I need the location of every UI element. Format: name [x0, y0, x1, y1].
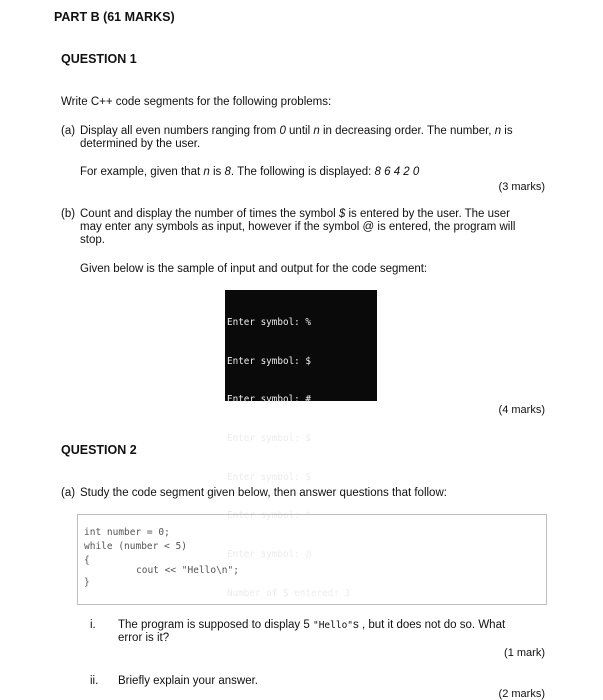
q1b-line2: may enter any symbols as input, however if the symbol @ is entered, the program will: [80, 221, 516, 233]
q2a-item1-line2: error is it?: [118, 632, 170, 644]
console-output: [225, 290, 377, 599]
q2a-item2-marks: (2 marks): [498, 688, 545, 700]
console-line: Number of $ entered: 3: [227, 587, 351, 599]
q1a-label: (a): [61, 125, 76, 137]
q1a-marks: (3 marks): [498, 181, 545, 193]
q1a-example: For example, given that n is 8. The following is displayed: 8 6 4 2 0: [80, 166, 420, 178]
q2a-text: Study the code segment given below, then answer questions that follow:: [80, 487, 447, 499]
q2a-item1-marks: (1 mark): [504, 647, 545, 659]
code-line: {: [84, 555, 90, 566]
console-line: Enter symbol: $: [227, 471, 311, 483]
console-line: Enter symbol: @: [227, 549, 311, 561]
q1a-line2: determined by the user.: [80, 138, 201, 150]
console-line: Enter symbol: %: [227, 316, 311, 328]
q1b-line1: Count and display the number of times the symbol $ is entered by the user. The user: [80, 208, 511, 220]
q2a-item2-num: ii.: [90, 675, 99, 687]
code-line: int number = 0;: [84, 527, 170, 538]
q1b-sample-intro: Given below is the sample of input and output for the code segment:: [80, 263, 428, 275]
question1-intro: Write C++ code segments for the following problems:: [61, 96, 332, 108]
q1a-line1: Display all even numbers ranging from 0 until n in decreasing order. The number, n is: [80, 125, 513, 137]
question2-heading: QUESTION 2: [61, 443, 137, 457]
code-line: }: [84, 577, 90, 588]
q2a-item2-line1: Briefly explain your answer.: [118, 675, 258, 687]
console-line: Enter symbol: $: [227, 432, 311, 444]
part-heading: PART B (61 MARKS): [54, 10, 175, 24]
q2a-item1-num: i.: [90, 619, 96, 631]
code-block: [77, 514, 547, 605]
code-line: while (number < 5): [84, 541, 187, 552]
q1b-marks: (4 marks): [498, 404, 545, 416]
q2a-item1-line1: The program is supposed to display 5 "Hello"s , but it does not do so. What: [118, 619, 506, 631]
console-line: Enter symbol: #: [227, 394, 311, 406]
q1b-line3: stop.: [80, 234, 105, 246]
q2a-label: (a): [61, 487, 76, 499]
q1b-label: (b): [61, 208, 76, 220]
console-line: Enter symbol: $: [227, 355, 311, 367]
console-line: Enter symbol: *: [227, 510, 311, 522]
question1-heading: QUESTION 1: [61, 52, 137, 66]
code-line: cout << "Hello\n";: [136, 565, 239, 576]
